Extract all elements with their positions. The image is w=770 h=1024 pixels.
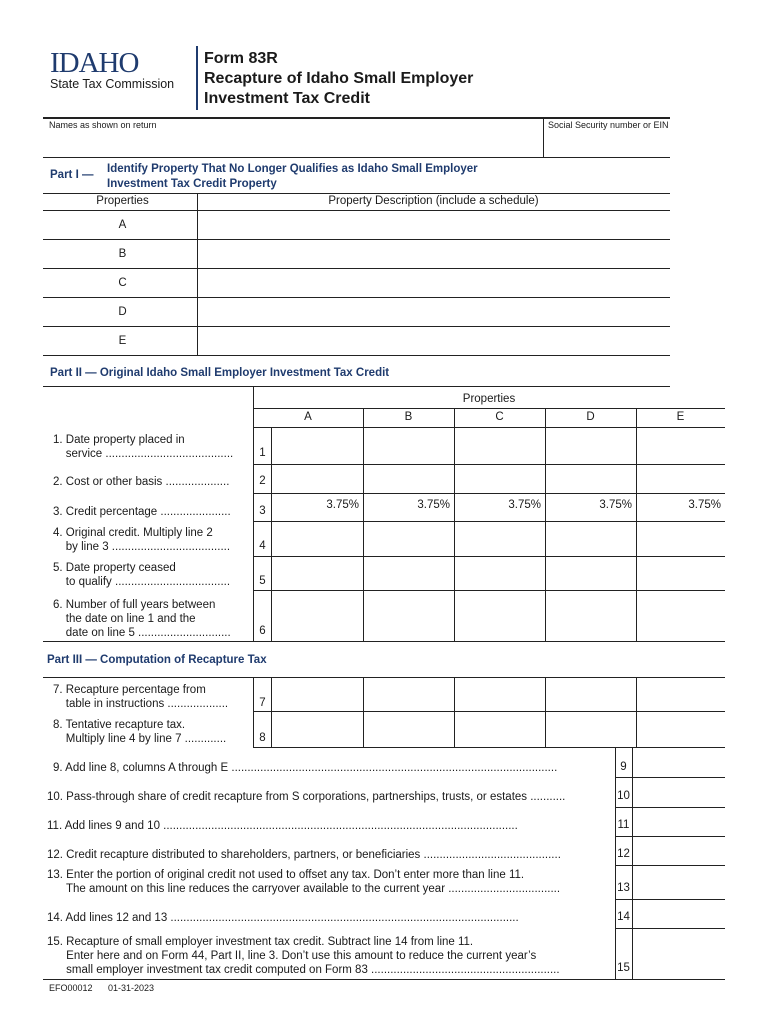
line4-input-a[interactable]: [273, 523, 361, 555]
line4-num: 4: [259, 540, 266, 552]
line6-input-a[interactable]: [273, 592, 361, 640]
line4-input-e[interactable]: [638, 523, 724, 555]
line14-num: 14: [617, 911, 630, 923]
line5-input-a[interactable]: [273, 558, 361, 589]
line2-num: 2: [259, 475, 266, 487]
line7-input-c[interactable]: [456, 679, 544, 710]
line11-label: 11. Add lines 9 and 10 ...............................................................................................................: [47, 820, 518, 832]
line1-num: 1: [259, 447, 266, 459]
part1-col-properties: Properties: [96, 195, 149, 207]
line1-input-b[interactable]: [365, 429, 453, 463]
line11-num: 11: [617, 819, 630, 831]
footer-code: EFO00012: [49, 983, 93, 993]
line2-input-a[interactable]: [273, 466, 361, 492]
line1-input-d[interactable]: [547, 429, 635, 463]
part1-row-c: C: [118, 277, 127, 289]
part1-row-a: A: [118, 219, 127, 231]
line3-pct-b: 3.75%: [417, 499, 450, 511]
line1-label: 1. Date property placed in service ........................................: [53, 434, 234, 460]
form-title-line2: Investment Tax Credit: [204, 90, 370, 107]
part2-col-b: B: [404, 411, 413, 423]
line3-pct-c: 3.75%: [508, 499, 541, 511]
line7-input-e[interactable]: [638, 679, 724, 710]
line1-input-c[interactable]: [456, 429, 544, 463]
line13-label: 13. Enter the portion of original credit not used to offset any tax. Don’t enter more than line 11. The amount on this line reduces the carryover available to the current year ...................................: [47, 869, 561, 895]
line5-label: 5. Date property ceased to qualify ....................................: [53, 562, 231, 588]
part1-row-d: D: [118, 306, 127, 318]
line8-input-a[interactable]: [273, 713, 361, 746]
line3-label: 3. Credit percentage ......................: [53, 506, 231, 518]
part2-col-a: A: [304, 411, 312, 423]
line4-input-d[interactable]: [547, 523, 635, 555]
line7-input-d[interactable]: [547, 679, 635, 710]
line12-input[interactable]: [634, 838, 725, 864]
part2-properties-header: Properties: [462, 393, 516, 405]
line2-input-b[interactable]: [365, 466, 453, 492]
line7-input-a[interactable]: [273, 679, 361, 710]
part1-desc-e[interactable]: [199, 328, 669, 354]
line3-pct-d: 3.75%: [599, 499, 632, 511]
form-title-line1: Recapture of Idaho Small Employer: [204, 70, 474, 87]
line10-input[interactable]: [634, 779, 725, 806]
agency-name: State Tax Commission: [50, 77, 175, 91]
line10-label: 10. Pass-through share of credit recapture from S corporations, partnerships, trusts, or estates ...........: [47, 791, 566, 803]
line2-label: 2. Cost or other basis ....................: [53, 476, 230, 488]
line3-num: 3: [259, 505, 266, 517]
line5-num: 5: [259, 575, 266, 587]
line7-label: 7. Recapture percentage from table in instructions ...................: [53, 684, 229, 710]
line15-label: 15. Recapture of small employer investment tax credit. Subtract line 14 from line 11. Enter here and on Form 44, Part II, line 3. Don’t use this amount to reduce the current year’s small employer investment tax credit computed on Form 83 ...........................................................: [47, 936, 560, 976]
line5-input-b[interactable]: [365, 558, 453, 589]
line13-input[interactable]: [634, 867, 725, 898]
names-label: Names as shown on return: [49, 120, 157, 130]
line8-num: 8: [259, 732, 266, 744]
part2-col-c: C: [495, 411, 504, 423]
line1-input-e[interactable]: [638, 429, 724, 463]
line9-label: 9. Add line 8, columns A through E ......................................................................................................: [53, 762, 558, 774]
footer-date: 01-31-2023: [108, 983, 155, 993]
part1-desc-a[interactable]: [199, 212, 669, 238]
part1-title-line2: Investment Tax Credit Property: [107, 178, 277, 190]
line15-input[interactable]: [634, 930, 725, 978]
line2-input-c[interactable]: [456, 466, 544, 492]
line11-input[interactable]: [634, 809, 725, 835]
part1-desc-d[interactable]: [199, 299, 669, 325]
line6-input-d[interactable]: [547, 592, 635, 640]
part1-title: [107, 162, 478, 192]
line6-label: 6. Number of full years between the date on line 1 and the date on line 5 .............................: [53, 599, 231, 639]
part1-row-b: B: [118, 248, 127, 260]
line10-num: 10: [617, 790, 630, 802]
part2-title: Part II — Original Idaho Small Employer Investment Tax Credit: [50, 367, 390, 379]
line1-input-a[interactable]: [273, 429, 361, 463]
line8-label: 8. Tentative recapture tax. Multiply line 4 by line 7 .............: [53, 719, 227, 745]
idaho-logo: [50, 47, 175, 92]
form-number: Form 83R: [204, 50, 278, 67]
line6-input-b[interactable]: [365, 592, 453, 640]
part2-col-e: E: [676, 411, 685, 423]
line5-input-c[interactable]: [456, 558, 544, 589]
line5-input-e[interactable]: [638, 558, 724, 589]
line8-input-d[interactable]: [547, 713, 635, 746]
line6-num: 6: [259, 625, 266, 637]
part2-col-d: D: [586, 411, 595, 423]
names-field[interactable]: [43, 132, 543, 156]
line15-num: 15: [617, 962, 630, 974]
part1-col-description: Property Description (include a schedule): [328, 195, 539, 207]
line7-input-b[interactable]: [365, 679, 453, 710]
form-title: [204, 49, 473, 109]
line5-input-d[interactable]: [547, 558, 635, 589]
part1-desc-b[interactable]: [199, 241, 669, 267]
part1-prefix: Part I —: [50, 169, 94, 181]
line7-num: 7: [259, 697, 266, 709]
ssn-label: Social Security number or EIN: [548, 120, 669, 130]
line8-input-c[interactable]: [456, 713, 544, 746]
line12-label: 12. Credit recapture distributed to shareholders, partners, or beneficiaries ...........................................: [47, 849, 561, 861]
line3-pct-a: 3.75%: [326, 499, 359, 511]
line8-input-b[interactable]: [365, 713, 453, 746]
line4-input-c[interactable]: [456, 523, 544, 555]
line8-input-e[interactable]: [638, 713, 724, 746]
line4-input-b[interactable]: [365, 523, 453, 555]
line14-label: 14. Add lines 12 and 13 .............................................................................................................: [47, 912, 519, 924]
line6-input-c[interactable]: [456, 592, 544, 640]
line13-num: 13: [617, 882, 630, 894]
line9-input[interactable]: [634, 749, 725, 776]
line2-input-d[interactable]: [547, 466, 635, 492]
logo-word: IDAHO: [50, 47, 139, 79]
line9-num: 9: [620, 761, 627, 773]
line12-num: 12: [617, 848, 630, 860]
line3-pct-e: 3.75%: [688, 499, 721, 511]
line14-input[interactable]: [634, 901, 725, 927]
line2-input-e[interactable]: [638, 466, 724, 492]
ssn-field[interactable]: [545, 132, 669, 156]
part1-row-e: E: [118, 335, 127, 347]
part1-desc-c[interactable]: [199, 270, 669, 296]
part1-title-line1: Identify Property That No Longer Qualifies as Idaho Small Employer: [107, 163, 478, 175]
line6-input-e[interactable]: [638, 592, 724, 640]
line4-label: 4. Original credit. Multiply line 2 by line 3 .....................................: [53, 527, 231, 553]
part3-title: Part III — Computation of Recapture Tax: [47, 654, 267, 666]
